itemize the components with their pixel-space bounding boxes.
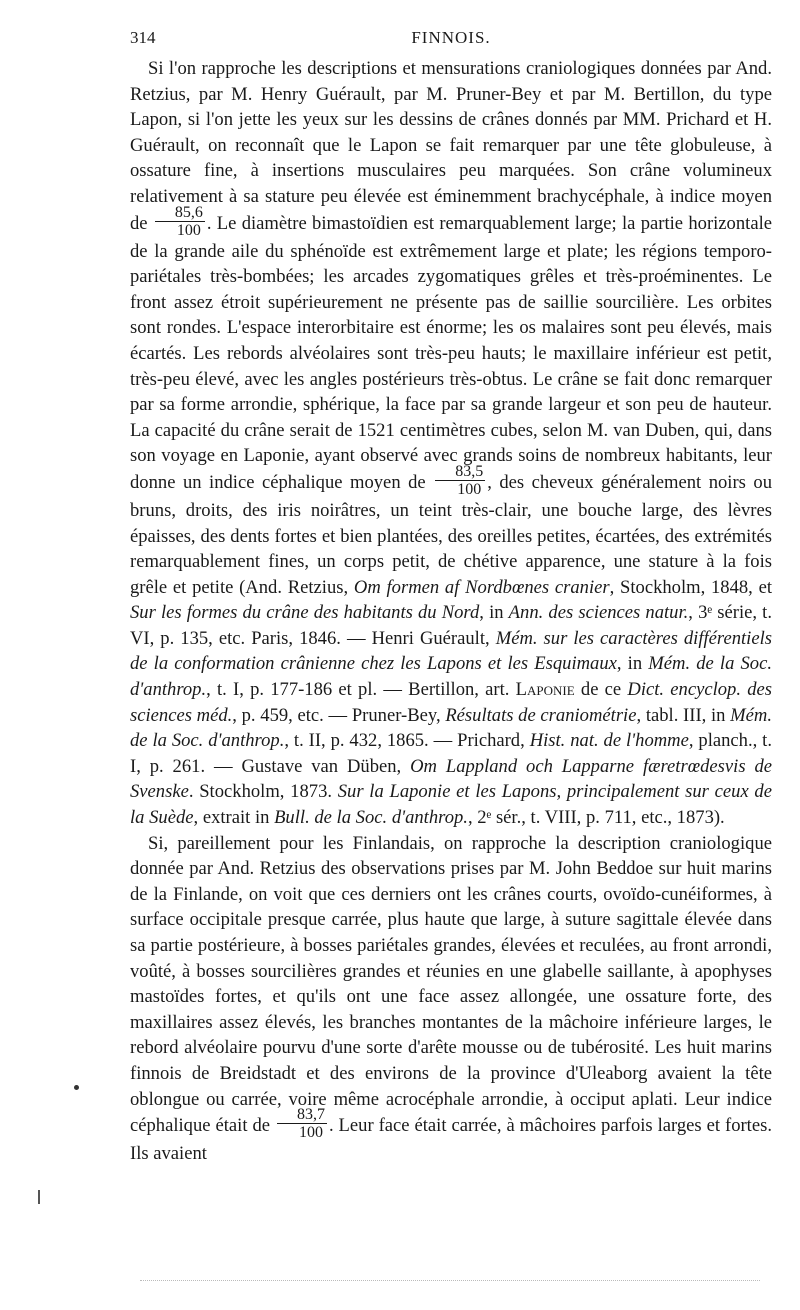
fraction-index-lapon	[155, 204, 205, 239]
reference-title: Résultats de craniométrie	[445, 704, 637, 726]
reference-title: Bull. de la Soc. d'anthrop.	[274, 807, 468, 829]
fraction-denominator: 100	[457, 480, 482, 498]
reference-title: Mém. de la Soc. d'anthrop.	[130, 704, 772, 752]
text-run: , in	[479, 602, 504, 624]
text-run: . Leur face était carrée, à mâchoires parfois larges et fortes. Ils avaient	[130, 1114, 772, 1165]
text-run: , tabl. III, in	[636, 704, 726, 726]
reference-title: Hist. nat. de l'homme	[529, 730, 689, 752]
fraction-numerator: 85,6	[155, 204, 205, 222]
fraction-index-finnois	[277, 1106, 327, 1141]
text-run: , planch., t. I, p. 261. — Gustave van Düben,	[130, 730, 772, 777]
reference-title: Mém. sur les caractères différentiels de la conformation crânienne chez les Lapons et les Esquimaux	[130, 627, 772, 675]
fraction-denominator: 100	[176, 221, 201, 239]
fraction-numerator: 83,7	[277, 1106, 327, 1124]
text-run: , t. II, p. 432, 1865. — Prichard,	[284, 730, 525, 752]
text-run: , in	[616, 653, 643, 675]
reference-title: Om Lappland och Lapparne færetrœdesvis de Svenske	[130, 755, 772, 803]
margin-tick	[38, 1190, 40, 1204]
small-caps-term: Laponie	[515, 679, 575, 701]
text-run: , p. 459, etc. — Pruner-Bey,	[232, 704, 441, 726]
running-header	[130, 20, 772, 56]
text-run: Si, pareillement pour les Finlandais, on rapproche la description craniologique donnée par And. Retzius des observations prises par M. John Beddoe sur huit marins de la Finlande, on voit que ces derniers ont les crânes courts, ovoïdo-cunéiformes, à surface occipitale presque carrée, plus haute que large, à suture sagittale élevée dans sa partie postérieure, à bosses pariétales grandes, élevées et reculées, au front arrondi, voûté, à bosses sourcilières grandes et réunies en une glabelle saillante, à apophyses mastoïdes fortes, et qu'ils ont une face assez allongée, une ossature forte, des maxillaires assez élevés, les branches montantes de la mâchoire inférieure larges, le rebord alvéolaire pourvu d'une sorte d'arête mousse ou de tubérosité. Les huit marins finnois de Breidstadt et des environs de la province d'Uleaborg avaient la tête oblongue ou carrée, voire même acrocéphale arrondie, à occiput aplati. Leur indice céphalique était de	[130, 832, 772, 1136]
scan-noise-line	[140, 1280, 760, 1285]
reference-title: Ann. des sciences natur.	[508, 602, 689, 624]
text-run: . Stockholm, 1873.	[188, 781, 333, 803]
fraction-numerator: 83,5	[435, 463, 485, 481]
text-run: de ce	[580, 679, 622, 701]
text-run: , Stockholm, 1848, et	[609, 576, 772, 598]
reference-title: Om formen af Nordbœnes cranier	[353, 576, 610, 598]
fraction-denominator: 100	[298, 1124, 323, 1142]
margin-mark	[74, 1085, 79, 1090]
reference-title: Sur la Laponie et les Lapons, principalement sur ceux de la Suède	[130, 781, 772, 829]
text-run: , 2ᵉ sér., t. VIII, p. 711, etc., 1873).	[467, 807, 725, 829]
reference-title: Mém. de la Soc. d'anthrop.	[130, 653, 772, 701]
text-run: , extrait in	[193, 807, 270, 829]
text-run: , des cheveux généralement noirs ou bruns, droits, des iris noirâtres, un teint très-clair, une bouche large, des lèvres épaisses, des dents fortes et bien plantées, des oreilles petites, écartées, des extrémités remarquablement fines, un corps petit, de chétive apparence, une stature à la fois grêle et petite (And. Retzius,	[130, 471, 773, 598]
reference-title: Dict. encyclop. des sciences méd.	[130, 679, 772, 726]
reference-title: Sur les formes du crâne des habitants du Nord	[130, 602, 480, 624]
running-title: FINNOIS.	[411, 28, 491, 47]
paragraph-lapon	[130, 56, 772, 831]
fraction-index-duben	[435, 463, 485, 498]
page-number: 314	[130, 28, 156, 47]
body-text	[130, 56, 772, 1167]
text-run: , t. I, p. 177-186 et pl. — Bertillon, art.	[206, 679, 510, 701]
text-run: . Le diamètre bimastoïdien est remarquablement large; la partie horizontale de la grande aile du sphénoïde est extrêmement large et plate; les régions temporo-pariétales très-bombées; les arcades zygomatiques grêles et très-proéminentes. Le front assez étroit supérieurement ne présente pas de saillie sourcilière. Les orbites sont rondes. L'espace interorbitaire est énorme; les os malaires sont peu élevés, mais écartés. Les rebords alvéolaires sont très-peu hauts; le maxillaire inférieur est petit, très-peu élevé, avec les angles postérieurs très-obtus. Le crâne se fait donc remarquer par sa forme arrondie, sphérique, la face par sa grande largeur et son peu de hauteur. La capacité du crâne serait de 1521 centimètres cubes, selon M. van Duben, qui, dans son voyage en Laponie, ayant observé avec grands soins de nombreux habitants, leur donne un indice céphalique moyen de	[130, 212, 772, 493]
book-page	[130, 20, 772, 1290]
text-run: Si l'on rapproche les descriptions et mensurations craniologiques données par And. Retzius, par M. Henry Guérault, par M. Pruner-Bey et par M. Bertillon, du type Lapon, si l'on jette les yeux sur les dessins de crânes donnés par MM. Prichard et H. Guérault, on reconnaît que le Lapon se fait remarquer par une tête globuleuse, à ossature fine, à insertions musculaires peu marquées. Son crâne volumineux relativement à sa stature peu élevée est éminemment brachycéphale, à indice moyen de	[130, 58, 772, 234]
text-run: , 3ᵉ série, t. VI, p. 135, etc. Paris, 1846. — Henri Guérault,	[130, 602, 772, 649]
paragraph-finlandais	[130, 831, 772, 1167]
